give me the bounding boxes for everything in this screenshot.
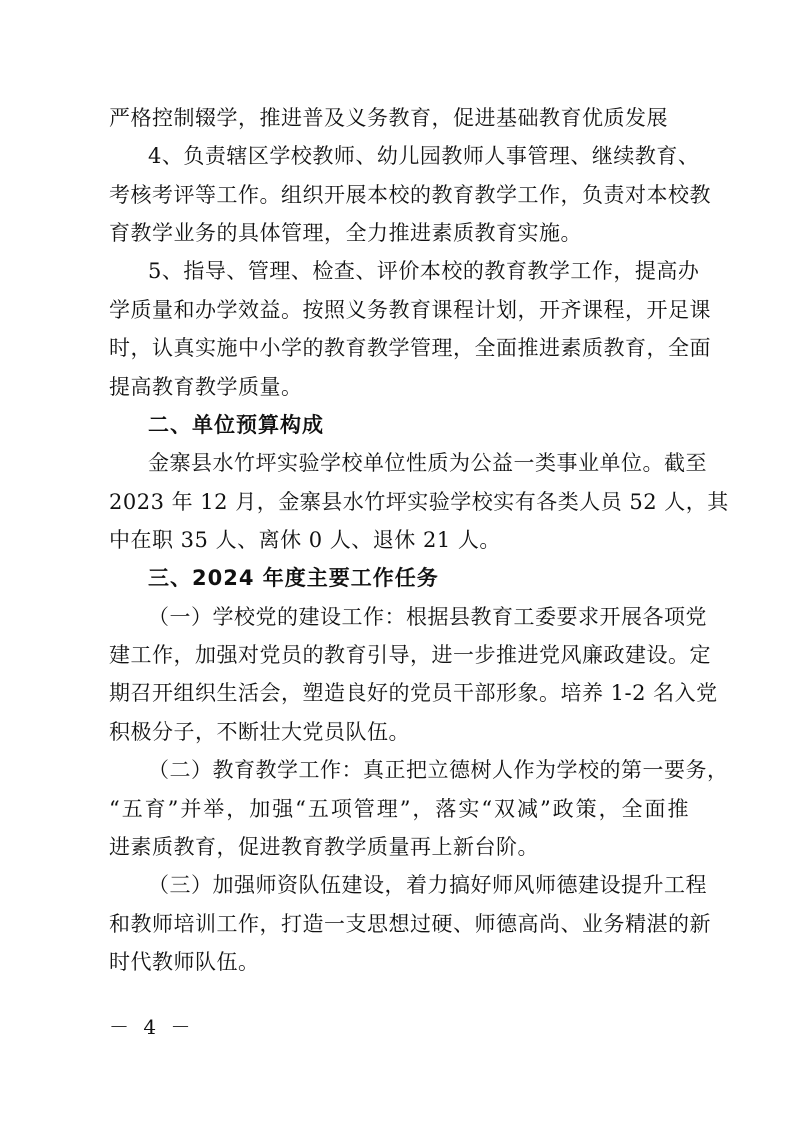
paragraph-6-line-2: “五育”并举，加强“五项管理”，落实“双减”政策，全面推	[109, 797, 689, 821]
paragraph-5-line-3: 期召开组织生活会，塑造良好的党员干部形象。培养 1-2 名入党	[109, 681, 718, 705]
section-heading-budget: 二、单位预算构成	[148, 413, 324, 437]
paragraph-7-line-2: 和教师培训工作，打造一支思想过硬、师德高尚、业务精湛的新	[109, 912, 711, 936]
paragraph-6-line-1: （二）教育教学工作：真正把立德树人作为学校的第一要务，	[148, 758, 729, 782]
paragraph-5-line-2: 建工作，加强对党员的教育引导，进一步推进党风廉政建设。定	[109, 643, 711, 667]
paragraph-4-line-2: 2023 年 12 月，金寨县水竹坪实验学校实有各类人员 52 人，其	[109, 490, 729, 514]
paragraph-7-line-3: 时代教师队伍。	[109, 950, 260, 974]
paragraph-6-line-3: 进素质教育，促进教育教学质量再上新台阶。	[109, 835, 539, 859]
paragraph-2-line-3: 育教学业务的具体管理，全力推进素质教育实施。	[109, 221, 582, 245]
paragraph-2-line-2: 考核考评等工作。组织开展本校的教育教学工作，负责对本校教	[109, 183, 711, 207]
paragraph-1-line-1: 严格控制辍学，推进普及义务教育，促进基础教育优质发展	[109, 106, 668, 130]
paragraph-3-line-4: 提高教育教学质量。	[109, 375, 303, 399]
paragraph-4-line-3: 中在职 35 人、离休 0 人、退休 21 人。	[109, 528, 501, 552]
page-number: － 4 －	[109, 1015, 195, 1039]
section-heading-tasks: 三、2024 年度主要工作任务	[148, 566, 439, 590]
paragraph-4-line-1: 金寨县水竹坪实验学校单位性质为公益一类事业单位。截至	[148, 451, 707, 475]
paragraph-3-line-3: 时，认真实施中小学的教育教学管理，全面推进素质教育，全面	[109, 336, 711, 360]
paragraph-3-line-1: 5、指导、管理、检查、评价本校的教育教学工作，提高办	[148, 259, 700, 283]
paragraph-2-line-1: 4、负责辖区学校教师、幼儿园教师人事管理、继续教育、	[148, 144, 700, 168]
paragraph-5-line-1: （一）学校党的建设工作：根据县教育工委要求开展各项党	[148, 605, 707, 629]
paragraph-5-line-4: 积极分子，不断壮大党员队伍。	[109, 720, 410, 744]
paragraph-3-line-2: 学质量和办学效益。按照义务教育课程计划，开齐课程，开足课	[109, 298, 711, 322]
paragraph-7-line-1: （三）加强师资队伍建设，着力搞好师风师德建设提升工程	[148, 873, 707, 897]
